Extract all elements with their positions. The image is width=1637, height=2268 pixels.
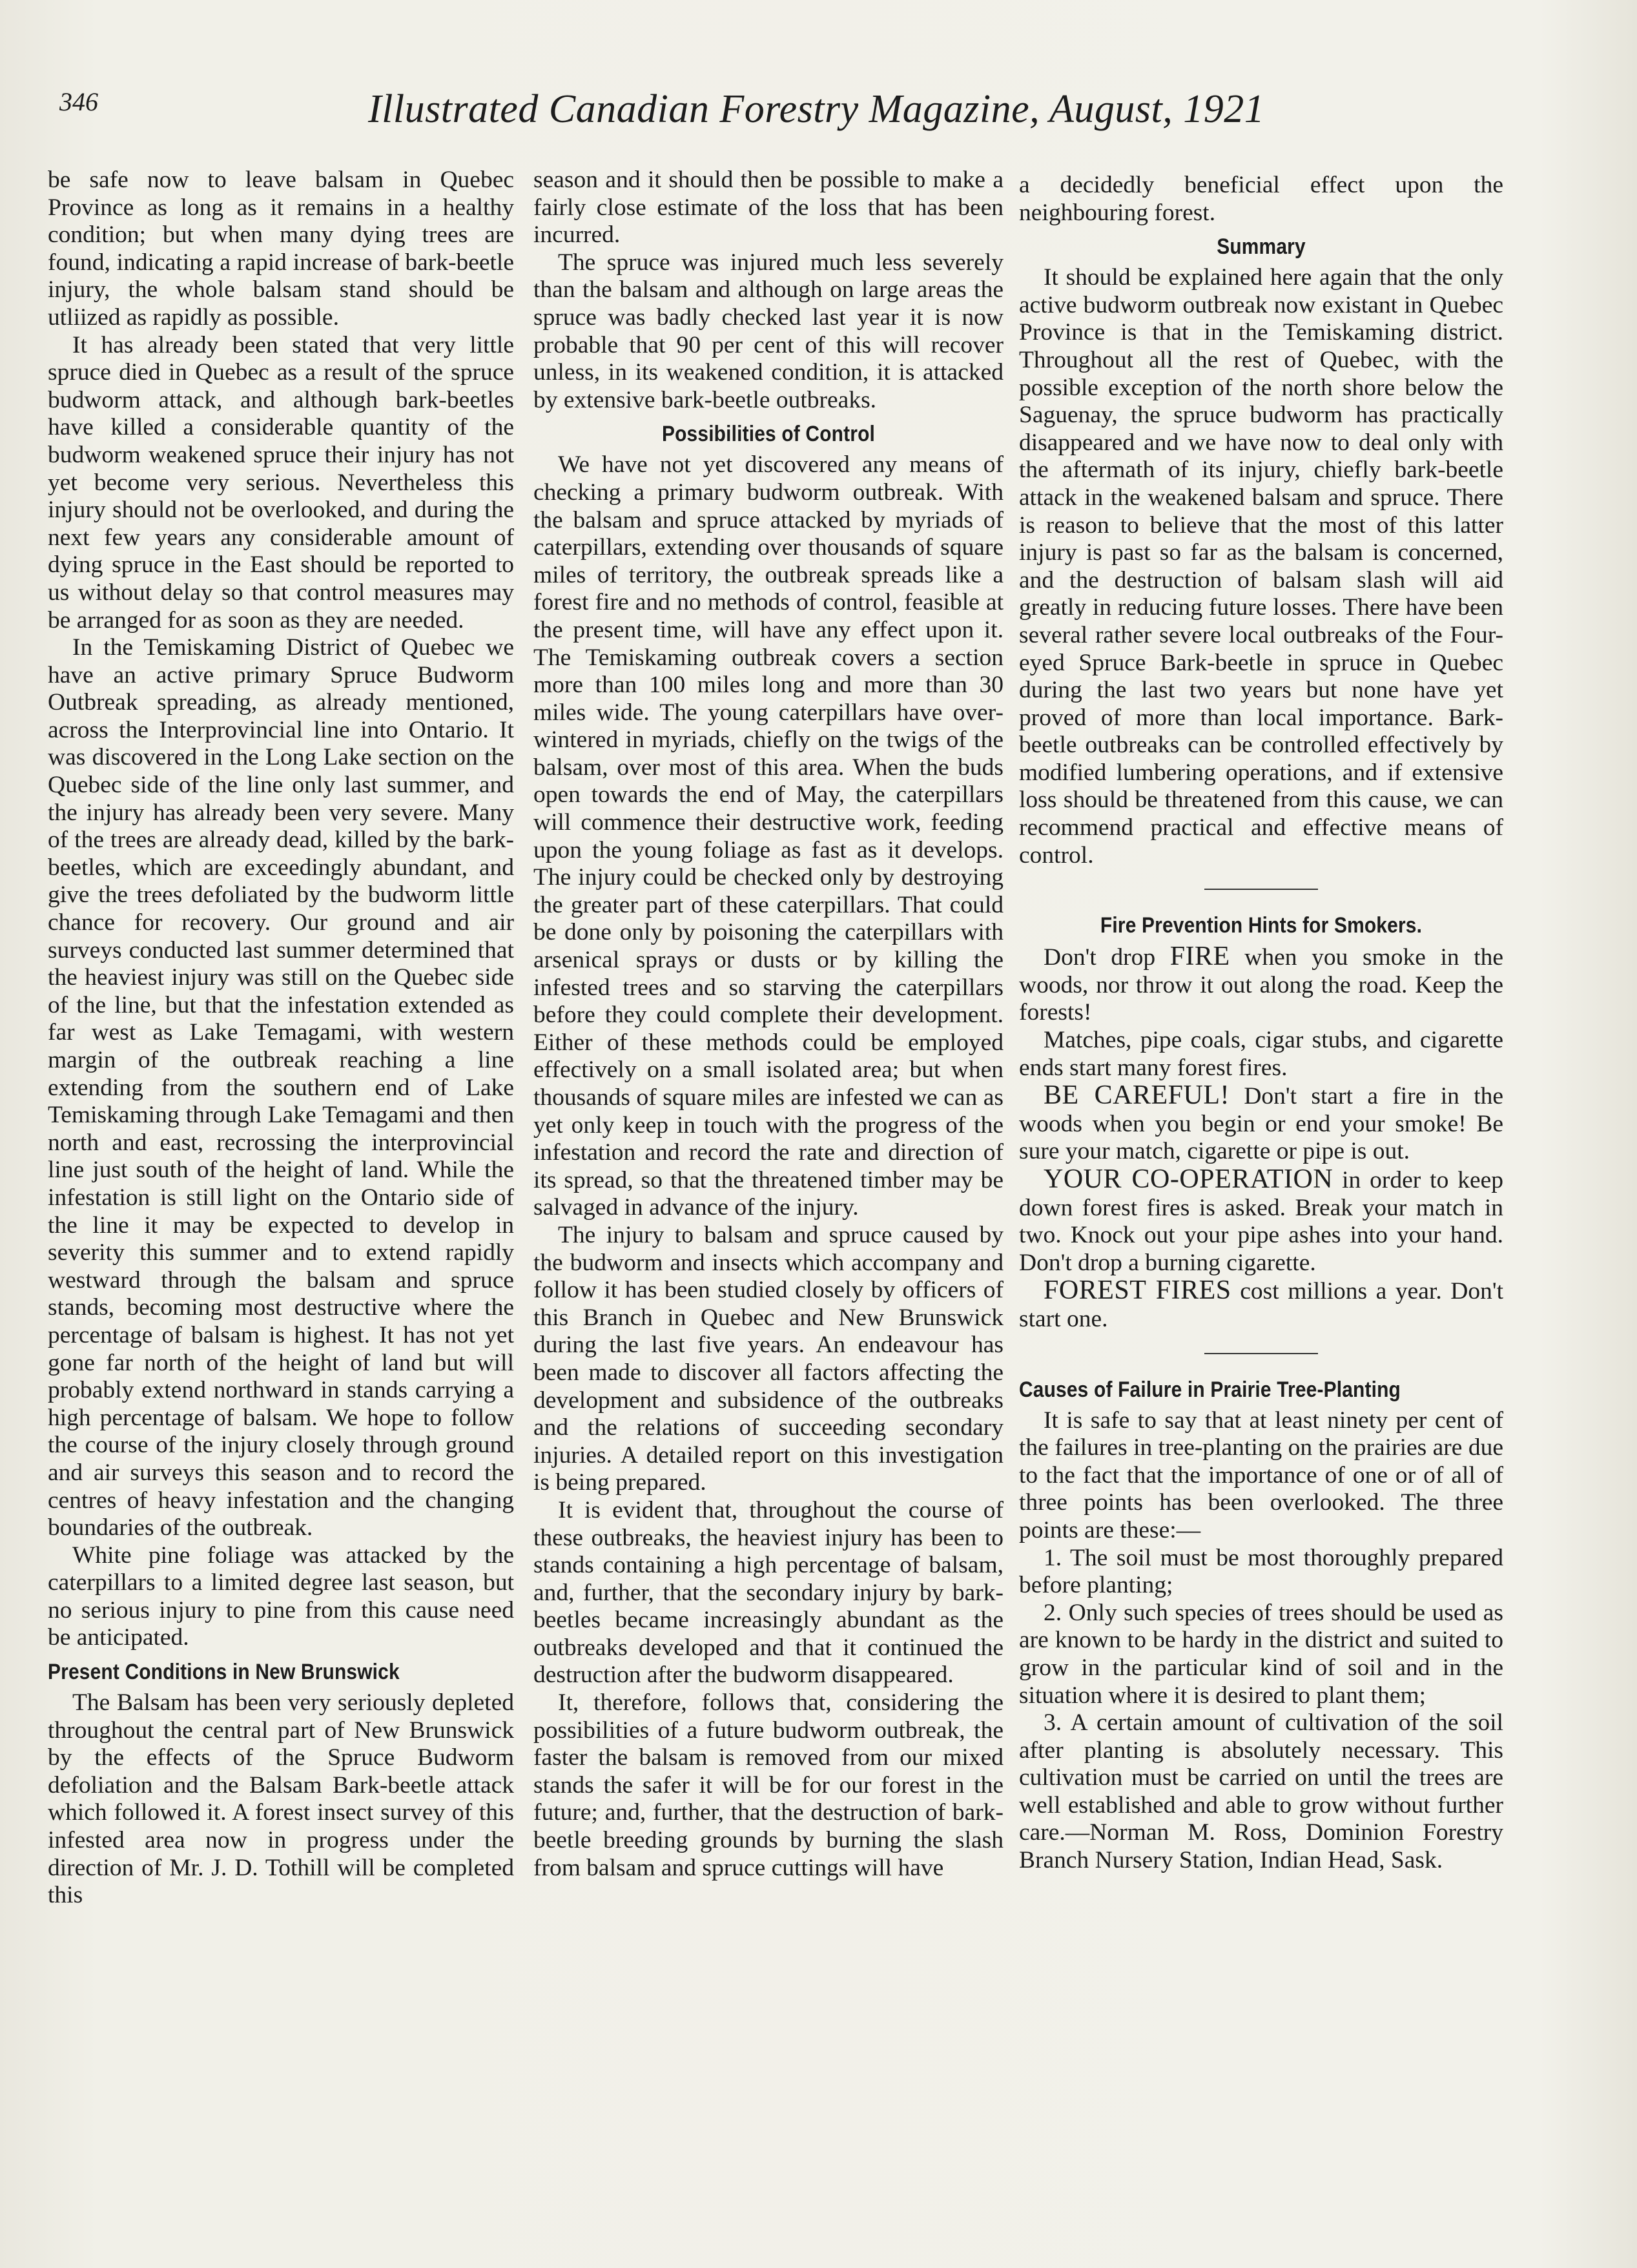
paragraph: The injury to balsam and spruce caused by the budworm and insects which accompany and follow it has been studied closely by officers of this Branch in Quebec and New Brunswick during the last five years. An endeavour has been made to discover all factors affecting the development and subsidence of the outbreaks and the relations of succeeding secondary injuries. A detailed report on this investigation is being prepared. [533,1221,1004,1496]
fire-hint-text: when you smoke in the woods, nor throw it out along the road. Keep the forests! [1019,944,1504,1026]
fire-hint [1019,1277,1503,1333]
section-heading-fire-prevention: Fire Prevention Hints for Smokers. [1100,913,1423,938]
paragraph: The spruce was injured much less severely than the balsam and although on large areas the spruce was badly checked last year it is now probable that 90 per cent of this will recover unless, in its weakened condition, it is attacked by extensive bark-beetle outbreaks. [533,249,1004,413]
fire-hint [1019,1082,1503,1166]
list-item: 1. The soil must be most thoroughly prepared before planting; [1019,1544,1503,1599]
column-3 [1019,172,1503,1875]
paragraph: We have not yet discovered any means of checking a primary budworm outbreak. With the balsam and spruce attacked by myriads of caterpillars, extending over thousands of square miles of territory, the outbreak spreads like a forest fire and no methods of control, feasible at the present time, will have any effect upon it. The Temiskaming outbreak covers a section more than 100 miles long and more than 30 miles wide. The young caterpillars have over-wintered in myriads, chiefly on the twigs of the balsam, over most of this area. When the buds open towards the end of May, the caterpillars will commence their destructive work, feeding upon the young foliage as fast as it develops. The injury could be checked only by destroying the greater part of these caterpillars. That could be done only by poisoning the caterpillars with arsenical sprays or dusts or by killing the infested trees and so starving the caterpillars before they could complete their development. Either of these methods could be employed effectively on a small isolated area; but when thousands of square miles are infested we can as yet only keep in touch with the progress of the infestation and record the rate and direction of its spread, so that the threatened timber may be salvaged in advance of the injury. [533,451,1004,1221]
paragraph: season and it should then be possible to make a fairly close estimate of the loss that has been incurred. [533,167,1004,249]
fire-hint [1019,1166,1503,1277]
fire-hint-text: in order to keep down forest fires is asked. Break your match in two. Knock out your pipe ashes into your hand. Don't drop a burning cigarette. [1019,1167,1504,1276]
section-heading-prairie: Causes of Failure in Prairie Tree-Planting [1019,1377,1401,1402]
list-item: 3. A certain amount of cultivation of the soil after planting is absolutely necessary. This cultivation must be carried on until the trees are well established and able to grow without further care.—Norman M. Ross, Dominion Forestry Branch Nursery Station, Indian Head, Sask. [1019,1709,1503,1874]
paragraph: White pine foliage was attacked by the caterpillars to a limited degree last season, but no serious injury to pine from this cause need be anticipated. [48,1541,514,1651]
section-heading-new-brunswick: Present Conditions in New Brunswick [48,1660,400,1685]
fire-hint-caps: FOREST FIRES [1044,1275,1231,1306]
fire-hint-text: Don't start a fire in the woods when you begin or end your smoke! Be sure your match, cigarette or pipe is out. [1019,1083,1504,1165]
section-divider [1204,889,1318,890]
section-divider [1204,1353,1318,1354]
fire-hint-caps: FIRE [1169,942,1230,972]
paragraph: It has already been stated that very little spruce died in Quebec as a result of the spruce budworm attack, and although bark-beetles have killed a considerable quantity of the budworm weakened spruce their injury has not yet become very serious. Nevertheless this injury should not be overlooked, and during the next few years any considerable amount of dying spruce in the East should be reported to us without delay so that control measures may be arranged for as soon as they are needed. [48,331,514,634]
section-heading-summary: Summary [1217,234,1306,260]
paragraph: It should be explained here again that the only active budworm outbreak now existant in Quebec Province is that in the Temiskaming district. Throughout all the rest of Quebec, with the possible exception of the north shore below the Saguenay, the spruce budworm has practically disappeared and we have now to deal only with the aftermath of its injury, chiefly bark-beetle attack in the weakened balsam and spruce. There is reason to believe that the most of this latter injury is past so far as the balsam is concerned, and the destruction of balsam slash will aid greatly in reducing future losses. There have been several rather severe local outbreaks of the Four-eyed Spruce Bark-beetle in spruce in Quebec during the last two years but none have yet proved of more than local importance. Bark-beetle outbreaks can be controlled effectively by modified lumbering operations, and if extensive loss should be threatened from this cause, we can recommend practical and effective means of control. [1019,264,1503,869]
paragraph: be safe now to leave balsam in Quebec Province as long as it remains in a healthy condition; but when many dying trees are found, indicating a rapid increase of bark-beetle injury, the whole balsam stand should be utliized as rapidly as possible. [48,167,514,331]
paragraph: The Balsam has been very seriously depleted throughout the central part of New Brunswick by the effects of the Spruce Budworm defoliation and the Balsam Bark-beetle attack which followed it. A forest insect survey of this infested area now in progress under the direction of Mr. J. D. Tothill will be completed this [48,1689,514,1909]
fire-hint-text: Don't drop [1044,944,1156,971]
column-2 [533,167,1004,1882]
paragraph: It, therefore, follows that, considering the possibilities of a future budworm outbreak, the faster the balsam is removed from our mixed stands the safer it will be for our forest in the future; and, further, that the destruction of bark-beetle breeding grounds by burning the slash from balsam and spruce cuttings will have [533,1689,1004,1881]
column-1 [48,167,514,1910]
page-number: 346 [59,87,98,116]
fire-hint [1019,943,1503,1027]
paragraph: It is evident that, throughout the course of these outbreaks, the heaviest injury has been to stands containing a high percentage of balsam, and, further, that the secondary injury by bark-beetles became increasingly abundant as the outbreaks developed and that it continued the destruction after the budworm disappeared. [533,1496,1004,1689]
fire-hint-caps: BE CAREFUL! [1044,1080,1230,1111]
list-item: 2. Only such species of trees should be used as are known to be hardy in the district and suited to grow in the particular kind of soil and in the situation where it is desired to plant them; [1019,1599,1503,1709]
running-title: Illustrated Canadian Forestry Magazine, August, 1921 [368,87,1265,131]
paragraph: It is safe to say that at least ninety per cent of the failures in tree-planting on the prairies are due to the fact that the importance of one or of all of three points has been overlooked. The three points are these:— [1019,1407,1503,1543]
fire-hint-caps: YOUR CO-OPERATION [1044,1164,1333,1194]
fire-hint: Matches, pipe coals, cigar stubs, and cigarette ends start many forest fires. [1019,1027,1503,1081]
fire-hint-text: cost millions a year. Don't start one. [1019,1278,1504,1332]
paragraph: a decidedly beneficial effect upon the neighbouring forest. [1019,172,1503,226]
section-heading-control: Possibilities of Control [661,422,876,447]
paragraph: In the Temiskaming District of Quebec we have an active primary Spruce Budworm Outbreak spreading, as already mentioned, across the Interprovincial line into Ontario. It was discovered in the Long Lake section on the Quebec side of the line only last summer, and the injury has already been very severe. Many of the trees are already dead, killed by the bark-beetles, which are exceedingly abundant, and give the trees defoliated by the budworm little chance for recovery. Our ground and air surveys conducted last summer determined that the heaviest injury was still on the Quebec side of the line, but that the infestation extended as far west as Lake Temagami, with western margin of the outbreak reaching a line extending from the southern end of Lake Temiskaming through Lake Temagami and then north and east, recrossing the interprovincial line just south of the height of land. While the infestation is still light on the Ontario side of the line it may be expected to develop in severity this summer and to extend rapidly westward through the balsam and spruce stands, becoming most destructive where the percentage of balsam is highest. It has not yet gone far north of the height of land but will probably extend northward in stands carrying a high percentage of balsam. We hope to follow the course of the injury closely through ground and air surveys this season and to record the centres of heavy infestation and the changing boundaries of the outbreak. [48,634,514,1541]
